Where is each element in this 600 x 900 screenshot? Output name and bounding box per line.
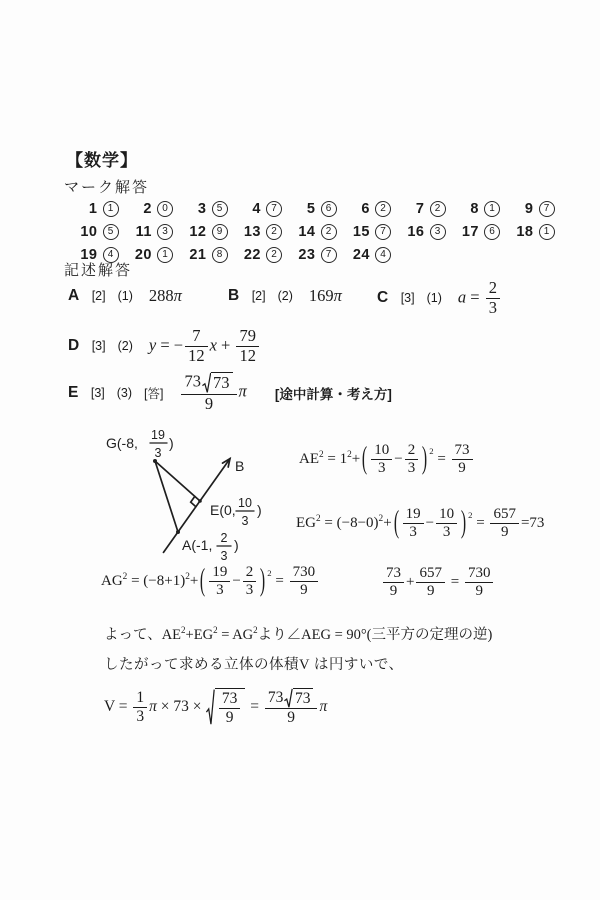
mark-answer-item <box>173 223 228 241</box>
conclusion-cone: したがって求める立体の体積V は円すいで、 <box>104 657 404 673</box>
fraction: $\frac{657}{9}$ <box>490 506 519 542</box>
math-variable: π <box>333 286 342 305</box>
exponent: 2 <box>267 568 272 579</box>
circled-answer: 1 <box>157 247 173 263</box>
radical-icon <box>202 372 211 394</box>
equation-volume: V = $\frac{1}{3}$ π × 73 × $\frac{73}{9}$ = 73 73 9 π <box>104 688 328 727</box>
exponent: 2 <box>429 446 434 457</box>
fraction: $\frac{730}{9}$ <box>465 565 494 601</box>
mark-answer-item <box>228 223 283 241</box>
circled-answer: 9 <box>212 224 228 240</box>
answer-a-value: 288π <box>148 286 182 305</box>
answer-c-label: C <box>377 289 389 307</box>
question-number: 20 <box>134 247 152 263</box>
fraction: $\frac{10}{3}$ <box>371 442 392 478</box>
mark-answer-item <box>173 200 228 218</box>
big-paren-open: ( <box>362 442 368 477</box>
circled-answer: 1 <box>539 224 555 240</box>
circled-answer: 2 <box>375 201 391 217</box>
exponent: 2 <box>122 572 128 583</box>
question-number: 23 <box>298 247 316 263</box>
fraction: $\frac{10}{3}$ <box>436 506 457 542</box>
math-variable: a <box>457 287 467 307</box>
question-number: 13 <box>243 224 261 240</box>
fraction: 73 73 9 <box>181 372 236 414</box>
label-A-prefix: A(-1, <box>182 537 213 553</box>
label-B: B <box>235 458 245 474</box>
written-answer-e <box>68 372 392 414</box>
circled-answer: 7 <box>321 247 337 263</box>
answer-d-label: D <box>68 337 80 355</box>
question-number: 16 <box>407 224 425 240</box>
label-A-frac-den: 3 <box>220 549 228 563</box>
answer-e-tag: [答] <box>144 386 164 401</box>
written-answer-d <box>68 327 261 366</box>
question-number: 21 <box>189 247 207 263</box>
mark-answer-item <box>119 223 174 241</box>
radical-icon <box>284 688 293 708</box>
big-paren-close: ) <box>461 506 467 541</box>
question-number: 12 <box>189 224 207 240</box>
mark-answer-item <box>64 223 119 241</box>
mark-section-heading: マーク解答 <box>64 179 150 196</box>
label-G-frac-num: 19 <box>151 428 165 442</box>
circled-answer: 0 <box>157 201 173 217</box>
fraction: $\frac{79}{12}$ <box>236 327 259 366</box>
radical-icon <box>206 688 215 727</box>
sqrt <box>206 688 245 727</box>
question-number: 3 <box>197 201 207 217</box>
answer-a-label: A <box>68 287 80 304</box>
mark-answer-item <box>173 246 228 264</box>
circled-answer: 8 <box>212 247 228 263</box>
circled-answer: 6 <box>484 224 500 240</box>
question-number: 24 <box>352 247 370 263</box>
question-number: 22 <box>243 247 261 263</box>
question-number: 6 <box>361 201 370 217</box>
circled-answer: 1 <box>103 201 119 217</box>
mark-answer-item <box>500 223 555 241</box>
answer-e-points: [3] <box>90 385 105 400</box>
fraction: $\frac{2}{3}$ <box>243 564 257 600</box>
equation-EG-squared: $EG^2 = (-8-0)^2+$ ( $\frac{19}{3}$ − $\frac{10}{3}$ ) $^2$ = $\frac{657}{9}$ =73 <box>296 506 544 542</box>
circled-answer: 7 <box>375 224 391 240</box>
question-number: 17 <box>461 224 479 240</box>
exponent: 2 <box>213 625 218 636</box>
exponent: 2 <box>185 572 190 583</box>
exponent: 2 <box>316 514 321 525</box>
answer-e-label: E <box>68 383 79 401</box>
circled-answer: 2 <box>266 247 282 263</box>
mark-answer-item <box>282 246 337 264</box>
answer-d-value: y = − $\frac{7}{12}$ x + $\frac{79}{12}$ <box>149 327 261 366</box>
mark-answer-item <box>337 223 392 241</box>
fraction: $\frac{657}{9}$ <box>416 565 445 601</box>
fraction: $\frac{19}{3}$ <box>403 506 424 542</box>
answer-c-points: [3] <box>400 291 415 306</box>
mark-answer-item <box>337 246 392 264</box>
circled-answer: 3 <box>157 224 173 240</box>
mark-answers-row-1 <box>64 200 555 218</box>
math-variable: π <box>149 698 157 716</box>
mark-answer-item <box>500 200 555 218</box>
answer-b-value: 169π <box>308 286 342 305</box>
fraction: $\frac{2}{3}$ <box>405 442 419 478</box>
answer-e-part: (3) <box>116 385 133 400</box>
mark-answer-item <box>337 200 392 218</box>
mark-answer-item <box>446 200 501 218</box>
fraction: $\frac{73}{9}$ <box>383 565 404 601</box>
question-number: 7 <box>415 201 425 217</box>
sqrt: 73 <box>202 372 233 394</box>
mark-answer-item <box>391 200 446 218</box>
question-number: 18 <box>516 224 534 240</box>
question-number: 11 <box>135 224 152 240</box>
question-number: 1 <box>88 201 98 217</box>
circled-answer: 3 <box>430 224 446 240</box>
circled-answer: 6 <box>321 201 337 217</box>
written-answer-c <box>377 279 502 318</box>
fraction: $\frac{7}{12}$ <box>185 327 208 366</box>
big-paren-open: ( <box>200 564 206 599</box>
question-number: 15 <box>352 224 370 240</box>
fraction: 73 73 9 <box>265 688 318 727</box>
page-title: 【数学】 <box>66 151 138 170</box>
circled-answer: 1 <box>484 201 500 217</box>
fraction: $\frac{2}{3}$ <box>486 279 500 318</box>
big-paren-close: ) <box>260 564 266 599</box>
point-A <box>176 530 180 534</box>
written-answer-a <box>68 286 182 306</box>
equation-AG-squared: $AG^2 = (-8+1)^2+$ ( $\frac{19}{3}$ − $\frac{2}{3}$ ) $^2$ = $\frac{730}{9}$ <box>101 564 320 600</box>
exponent: 2 <box>253 625 258 636</box>
sqrt: 73 <box>284 688 313 708</box>
question-number: 4 <box>252 201 261 217</box>
written-section-heading: 記述解答 <box>64 262 133 279</box>
math-variable: y <box>148 335 157 355</box>
mark-answer-item <box>391 223 446 241</box>
answer-e-value <box>179 372 246 414</box>
exponent: 2 <box>181 625 186 636</box>
circled-answer: 4 <box>375 247 391 263</box>
circled-answer: 2 <box>321 224 337 240</box>
circled-answer: 5 <box>212 201 228 217</box>
label-G-suffix: ) <box>169 435 174 451</box>
answer-c-value: a = $\frac{2}{3}$ <box>458 279 502 318</box>
circled-answer: 5 <box>103 224 119 240</box>
fraction: $\frac{73}{9}$ <box>452 442 473 478</box>
right-angle-mark <box>191 496 196 506</box>
question-number: 5 <box>306 201 316 217</box>
equation-sum-check: $\frac{73}{9}$ + $\frac{657}{9}$ = $\frac{730}{9}$ <box>381 565 495 601</box>
question-number: 14 <box>298 224 316 240</box>
label-A-suffix: ) <box>234 537 239 553</box>
exponent: 2 <box>347 450 352 461</box>
answer-d-part: (2) <box>117 339 133 354</box>
answer-b-part: (2) <box>277 289 293 303</box>
exponent: 2 <box>468 510 473 521</box>
mark-answer-item <box>228 246 283 264</box>
equation-AE-squared: $AE^2 = 1^2+$ ( $\frac{10}{3}$ − $\frac{2}{3}$ ) $^2$ = $\frac{73}{9}$ <box>299 442 475 478</box>
label-E-frac-num: 10 <box>238 496 252 510</box>
mark-answer-item <box>446 223 501 241</box>
question-number: 8 <box>470 201 479 217</box>
math-variable: π <box>173 286 182 305</box>
question-number: 19 <box>80 247 98 263</box>
answer-a-part: (1) <box>117 289 133 303</box>
written-answer-b <box>228 286 342 306</box>
fraction: $\frac{730}{9}$ <box>290 564 319 600</box>
question-number: 2 <box>143 201 152 217</box>
working-note-label: [途中計算・考え方] <box>274 386 392 402</box>
label-E-prefix: E(0, <box>210 502 236 518</box>
mark-answer-item <box>228 200 283 218</box>
circled-answer: 7 <box>266 201 282 217</box>
circled-answer: 4 <box>103 247 119 263</box>
exponent: 2 <box>319 450 324 461</box>
label-G-prefix: G(-8, <box>106 435 138 451</box>
circled-answer: 7 <box>539 201 555 217</box>
mark-answer-item <box>282 200 337 218</box>
question-number: 10 <box>80 224 98 240</box>
conclusion-pythagoras: よって、$AE^2+EG^2 = AG^2$より∠AEG = 90°(三平方の定理の逆) <box>104 625 493 643</box>
math-variable: x <box>209 335 217 355</box>
label-E-frac-den: 3 <box>241 514 249 528</box>
answer-b-label: B <box>228 287 240 304</box>
question-number: 9 <box>524 201 534 217</box>
big-paren-open: ( <box>393 506 399 541</box>
circled-answer: 2 <box>266 224 282 240</box>
math-variable: π <box>319 698 328 716</box>
mark-answer-item <box>64 200 119 218</box>
answer-c-part: (1) <box>426 291 442 306</box>
answer-a-points: [2] <box>91 289 106 303</box>
fraction: $\frac{1}{3}$ <box>133 689 147 726</box>
answer-d-points: [3] <box>91 339 106 354</box>
fraction: $\frac{73}{9}$ <box>219 690 241 727</box>
math-variable: π <box>238 381 247 401</box>
label-E-suffix: ) <box>257 502 262 518</box>
big-paren-close: ) <box>422 442 428 477</box>
fraction: $\frac{19}{3}$ <box>209 564 230 600</box>
mark-answer-item <box>119 200 174 218</box>
point-E <box>198 499 202 503</box>
label-G-frac-den: 3 <box>154 446 162 460</box>
exponent: 2 <box>378 514 384 525</box>
answer-b-points: [2] <box>251 289 266 303</box>
label-A-frac-num: 2 <box>220 531 228 545</box>
triangle-diagram <box>98 418 313 578</box>
mark-answer-item <box>282 223 337 241</box>
mark-answers-row-2 <box>64 223 555 241</box>
circled-answer: 2 <box>430 201 446 217</box>
